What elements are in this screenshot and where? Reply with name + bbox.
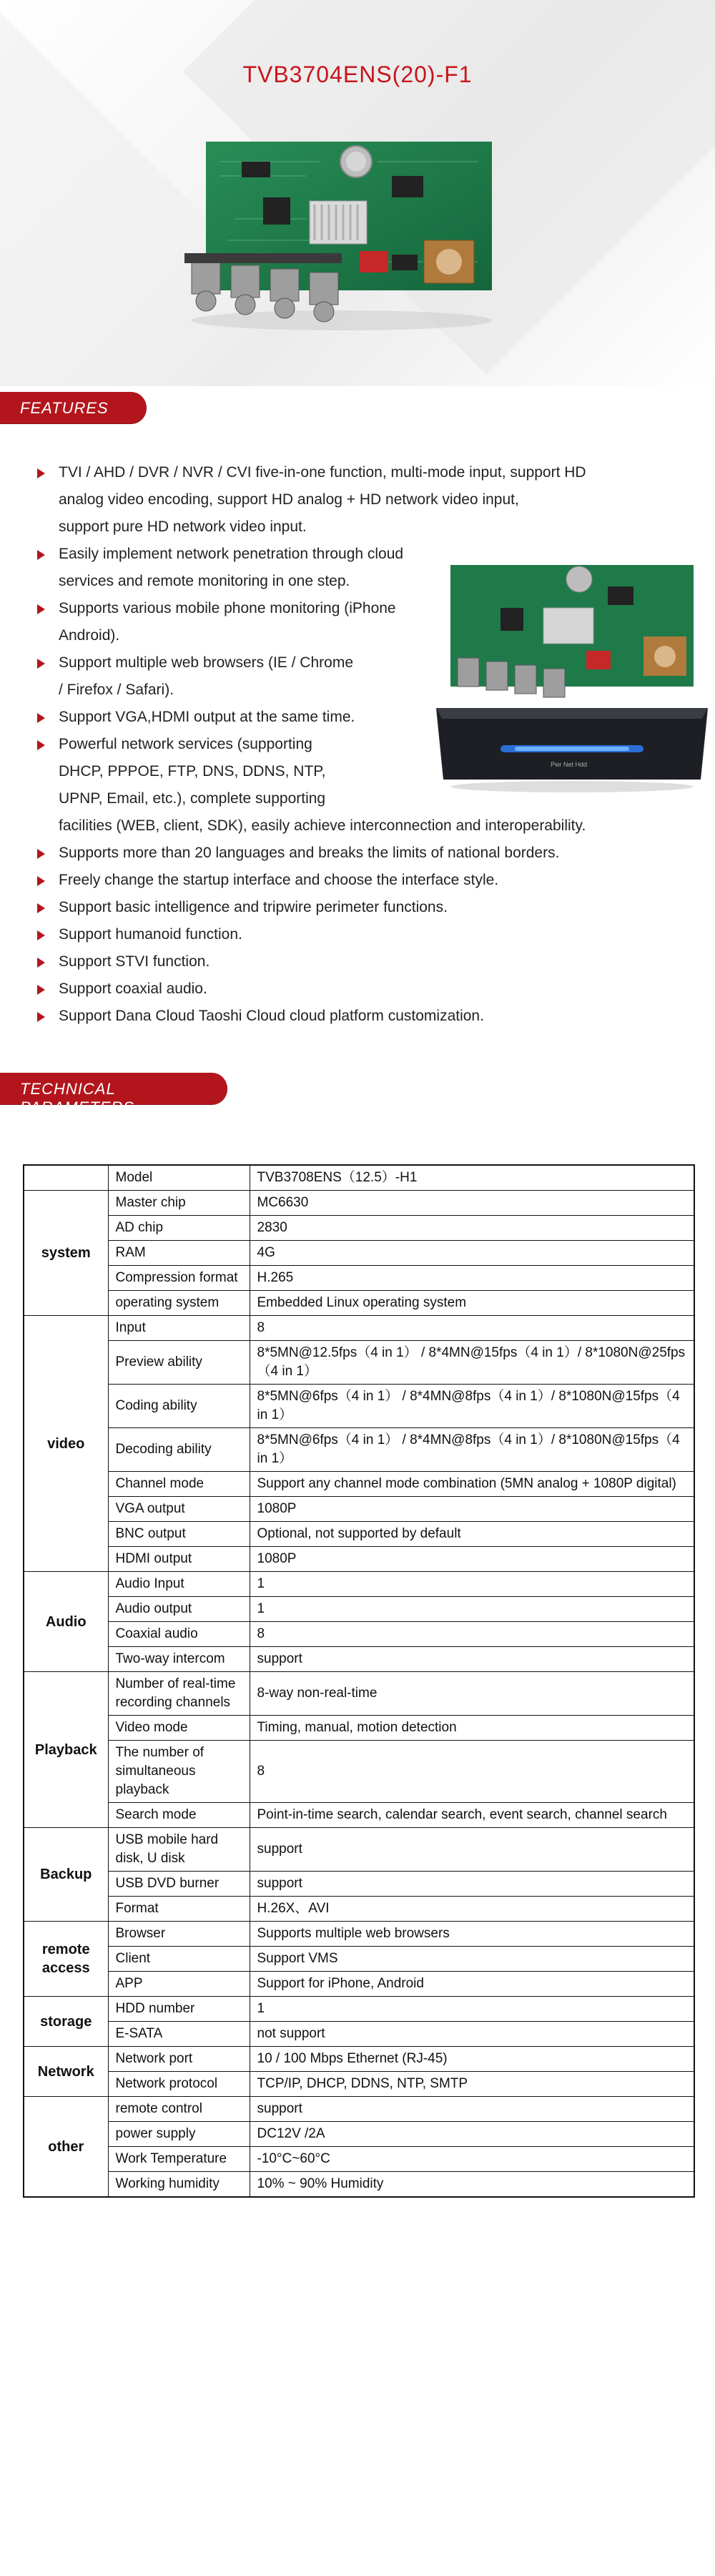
table-row	[24, 1828, 694, 1872]
bullet-arrow-icon	[37, 849, 45, 859]
table-row	[24, 1385, 694, 1428]
table-row	[24, 1897, 694, 1922]
features-heading: FEATURES	[20, 399, 109, 417]
feature-text: TVI / AHD / DVR / NVR / CVI five-in-one function, multi-mode input, support HD	[59, 464, 586, 481]
table-row	[24, 1672, 694, 1716]
param-value: TVB3708ENS（12.5）-H1	[250, 1165, 694, 1191]
param-value: 8*5MN@6fps（4 in 1） / 8*4MN@8fps（4 in 1）/ 8*1080N@15fps（4 in 1）	[250, 1428, 694, 1472]
bullet-arrow-icon	[37, 604, 45, 614]
table-row	[24, 1572, 694, 1597]
param-label: Model	[108, 1165, 250, 1191]
param-label: Client	[108, 1947, 250, 1972]
feature-text: Freely change the startup interface and choose the interface style.	[59, 872, 499, 888]
param-label: Input	[108, 1316, 250, 1341]
table-row	[24, 1341, 694, 1385]
param-value: Supports multiple web browsers	[250, 1922, 694, 1947]
param-value: support	[250, 1872, 694, 1897]
feature-text: Supports more than 20 languages and breaks the limits of national borders.	[59, 845, 560, 861]
param-label: Number of real-time recording channels	[108, 1672, 250, 1716]
param-value: -10°C~60°C	[250, 2147, 694, 2172]
feature-text-cont: UPNP, Email, etc.), complete supporting	[59, 790, 326, 807]
feature-item	[37, 948, 681, 975]
feature-item	[37, 704, 681, 731]
param-value: MC6630	[250, 1191, 694, 1216]
param-value: 8*5MN@6fps（4 in 1） / 8*4MN@8fps（4 in 1）/ 8*1080N@15fps（4 in 1）	[250, 1385, 694, 1428]
feature-text-cont: Android).	[59, 627, 120, 644]
param-value: 8	[250, 1316, 694, 1341]
table-row	[24, 1316, 694, 1341]
param-label: USB mobile hard disk, U disk	[108, 1828, 250, 1872]
feature-text-cont: services and remote monitoring in one step.	[59, 573, 350, 589]
feature-text-cont: facilities (WEB, client, SDK), easily achieve interconnection and interoperability.	[59, 817, 586, 834]
feature-text: Support Dana Cloud Taoshi Cloud cloud platform customization.	[59, 1008, 484, 1024]
param-value: 2830	[250, 1216, 694, 1241]
feature-item	[37, 649, 681, 704]
param-category: video	[24, 1316, 108, 1572]
param-value: Point-in-time search, calendar search, event search, channel search	[250, 1803, 694, 1828]
param-label: Audio output	[108, 1597, 250, 1622]
dvr-board-image	[177, 133, 506, 340]
table-row	[24, 1622, 694, 1647]
param-value: TCP/IP, DHCP, DDNS, NTP, SMTP	[250, 2072, 694, 2097]
table-row	[24, 1741, 694, 1803]
param-category: system	[24, 1191, 108, 1316]
bullet-arrow-icon	[37, 740, 45, 750]
param-value: 1080P	[250, 1547, 694, 1572]
param-label: AD chip	[108, 1216, 250, 1241]
bullet-arrow-icon	[37, 1012, 45, 1022]
table-row	[24, 1191, 694, 1216]
param-label: E-SATA	[108, 2022, 250, 2047]
param-value: Support any channel mode combination (5MN analog + 1080P digital)	[250, 1472, 694, 1497]
technical-banner	[0, 1073, 227, 1116]
param-label: USB DVD burner	[108, 1872, 250, 1897]
param-label: Two-way intercom	[108, 1647, 250, 1672]
technical-heading: TECHNICAL PARAMETERS	[20, 1080, 134, 1116]
param-label: VGA output	[108, 1497, 250, 1522]
param-label: Video mode	[108, 1716, 250, 1741]
param-category: other	[24, 2097, 108, 2198]
param-category: Backup	[24, 1828, 108, 1922]
table-row	[24, 1522, 694, 1547]
param-label: Coding ability	[108, 1385, 250, 1428]
param-label: Master chip	[108, 1191, 250, 1216]
param-value: support	[250, 2097, 694, 2122]
param-value: 8	[250, 1741, 694, 1803]
param-label: Network protocol	[108, 2072, 250, 2097]
param-value: 10% ~ 90% Humidity	[250, 2172, 694, 2198]
param-value: 4G	[250, 1241, 694, 1266]
feature-item	[37, 840, 681, 867]
param-label: Decoding ability	[108, 1428, 250, 1472]
param-label: Compression format	[108, 1266, 250, 1291]
param-value: Timing, manual, motion detection	[250, 1716, 694, 1741]
table-row	[24, 2147, 694, 2172]
param-value: 8*5MN@12.5fps（4 in 1） / 8*4MN@15fps（4 in 1）/ 8*1080N@25fps（4 in 1）	[250, 1341, 694, 1385]
param-label: The number of simultaneous playback	[108, 1741, 250, 1803]
feature-text-cont: DHCP, PPPOE, FTP, DNS, DDNS, NTP,	[59, 763, 326, 780]
table-row	[24, 1647, 694, 1672]
param-label: Search mode	[108, 1803, 250, 1828]
param-value: Embedded Linux operating system	[250, 1291, 694, 1316]
param-value: not support	[250, 2022, 694, 2047]
feature-text-cont: analog video encoding, support HD analog + HD network video input,	[59, 491, 519, 508]
table-cell-empty	[24, 1165, 108, 1191]
feature-text: Supports various mobile phone monitoring (iPhone	[59, 600, 396, 616]
param-label: Format	[108, 1897, 250, 1922]
table-row	[24, 1428, 694, 1472]
table-row	[24, 1165, 694, 1191]
table-row	[24, 1872, 694, 1897]
table-row	[24, 2047, 694, 2072]
feature-item	[37, 731, 681, 840]
param-value: 1	[250, 1597, 694, 1622]
param-label: Audio Input	[108, 1572, 250, 1597]
bullet-arrow-icon	[37, 876, 45, 886]
param-category: Audio	[24, 1572, 108, 1672]
bullet-arrow-icon	[37, 958, 45, 968]
device-front-label: Pwr Net Hdd	[551, 761, 588, 768]
feature-item	[37, 867, 681, 894]
param-category: Playback	[24, 1672, 108, 1828]
table-row	[24, 2172, 694, 2198]
param-label: power supply	[108, 2122, 250, 2147]
features-list	[37, 459, 681, 1030]
table-row	[24, 1597, 694, 1622]
feature-text: Easily implement network penetration through cloud	[59, 546, 404, 562]
table-row	[24, 1266, 694, 1291]
param-label: APP	[108, 1972, 250, 1997]
feature-item	[37, 1003, 681, 1030]
param-label: Working humidity	[108, 2172, 250, 2198]
param-value: Support for iPhone, Android	[250, 1972, 694, 1997]
param-label: operating system	[108, 1291, 250, 1316]
table-row	[24, 1803, 694, 1828]
param-value: 10 / 100 Mbps Ethernet (RJ-45)	[250, 2047, 694, 2072]
param-value: DC12V /2A	[250, 2122, 694, 2147]
bullet-arrow-icon	[37, 713, 45, 723]
param-category: storage	[24, 1997, 108, 2047]
table-row	[24, 1972, 694, 1997]
feature-item	[37, 975, 681, 1003]
table-row	[24, 1216, 694, 1241]
bullet-arrow-icon	[37, 550, 45, 560]
feature-text-cont: / Firefox / Safari).	[59, 682, 174, 698]
param-label: Work Temperature	[108, 2147, 250, 2172]
param-label: HDD number	[108, 1997, 250, 2022]
feature-text: Support basic intelligence and tripwire perimeter functions.	[59, 899, 448, 915]
table-row	[24, 1547, 694, 1572]
param-label: Network port	[108, 2047, 250, 2072]
feature-text-cont: support pure HD network video input.	[59, 518, 307, 535]
param-category: Network	[24, 2047, 108, 2097]
param-label: remote control	[108, 2097, 250, 2122]
feature-item	[37, 894, 681, 921]
param-value: Support VMS	[250, 1947, 694, 1972]
param-label: RAM	[108, 1241, 250, 1266]
param-value: Optional, not supported by default	[250, 1522, 694, 1547]
bullet-arrow-icon	[37, 985, 45, 995]
table-row	[24, 2097, 694, 2122]
param-value: H.26X、AVI	[250, 1897, 694, 1922]
table-row	[24, 2122, 694, 2147]
feature-text: Support VGA,HDMI output at the same time.	[59, 709, 355, 725]
table-row	[24, 2022, 694, 2047]
param-label: BNC output	[108, 1522, 250, 1547]
table-row	[24, 2072, 694, 2097]
param-category: remote access	[24, 1922, 108, 1997]
param-label: Channel mode	[108, 1472, 250, 1497]
param-value: support	[250, 1647, 694, 1672]
param-label: Preview ability	[108, 1341, 250, 1385]
table-row	[24, 1997, 694, 2022]
bullet-arrow-icon	[37, 930, 45, 940]
feature-text: Support STVI function.	[59, 953, 210, 970]
feature-item	[37, 541, 681, 595]
table-row	[24, 1472, 694, 1497]
param-value: support	[250, 1828, 694, 1872]
feature-text: Powerful network services (supporting	[59, 736, 312, 752]
bullet-arrow-icon	[37, 659, 45, 669]
table-row	[24, 1922, 694, 1947]
param-value: 1	[250, 1572, 694, 1597]
feature-item	[37, 459, 681, 541]
feature-item	[37, 595, 681, 649]
table-row	[24, 1497, 694, 1522]
feature-text: Support humanoid function.	[59, 926, 242, 943]
feature-item	[37, 921, 681, 948]
table-row	[24, 1241, 694, 1266]
param-value: 8-way non-real-time	[250, 1672, 694, 1716]
table-row	[24, 1947, 694, 1972]
product-title: TVB3704ENS(20)-F1	[242, 62, 473, 87]
technical-parameters-table	[23, 1164, 695, 2198]
bullet-arrow-icon	[37, 468, 45, 478]
feature-text: Support coaxial audio.	[59, 980, 207, 997]
feature-text: Support multiple web browsers (IE / Chrome	[59, 654, 353, 671]
table-row	[24, 1716, 694, 1741]
param-label: Coaxial audio	[108, 1622, 250, 1647]
param-value: 1	[250, 1997, 694, 2022]
features-banner	[0, 392, 147, 423]
bullet-arrow-icon	[37, 903, 45, 913]
table-row	[24, 1291, 694, 1316]
param-value: 8	[250, 1622, 694, 1647]
param-value: H.265	[250, 1266, 694, 1291]
param-label: HDMI output	[108, 1547, 250, 1572]
param-label: Browser	[108, 1922, 250, 1947]
param-value: 1080P	[250, 1497, 694, 1522]
